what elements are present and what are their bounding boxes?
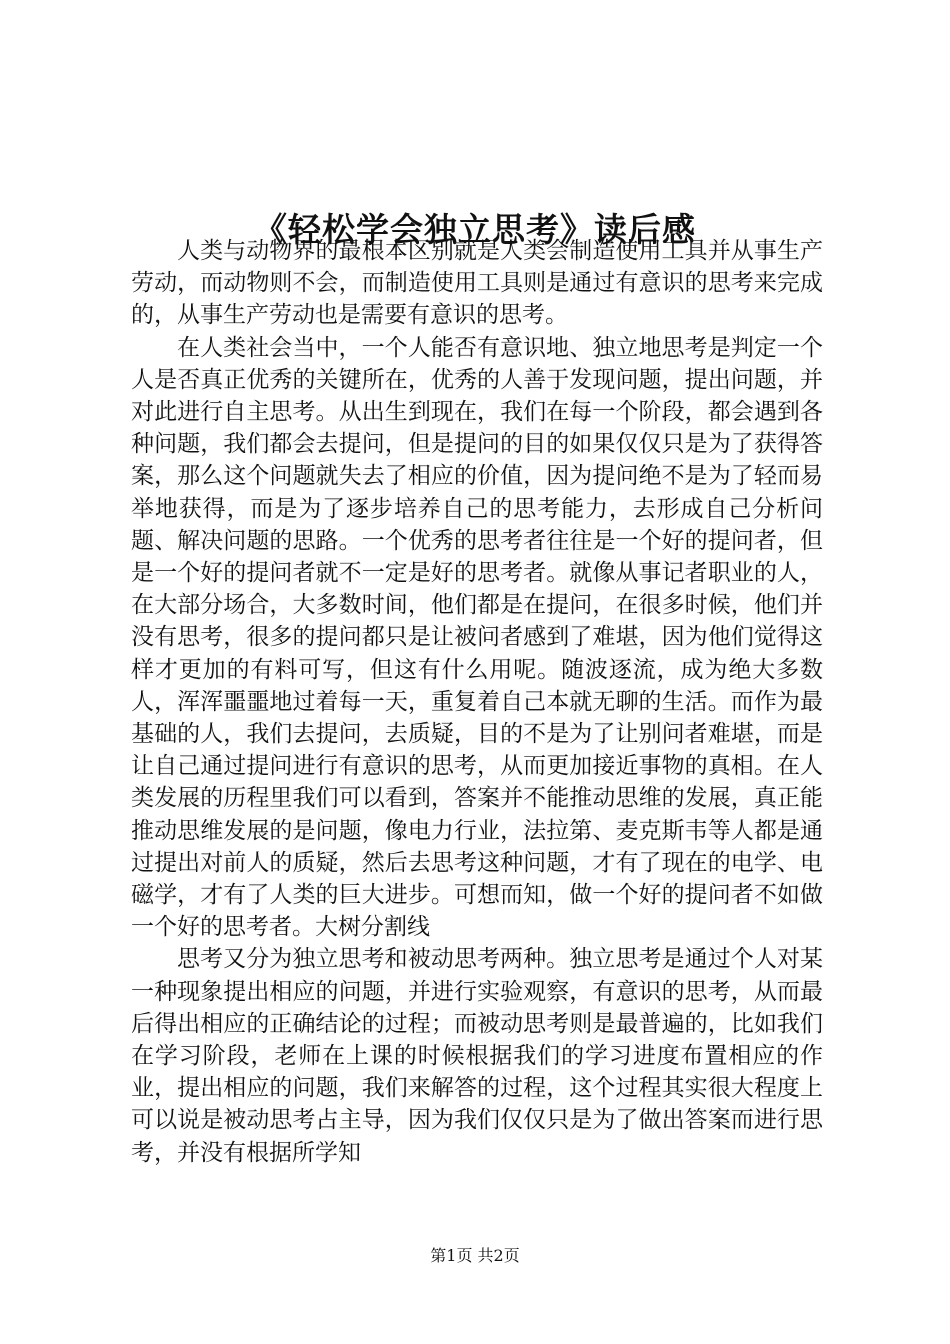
paragraph-1: 人类与动物界的最根本区别就是人类会制造使用工具并从事生产劳动，而动物则不会，而制造使用工具则是通过有意识的思考来完成的，从事生产劳动也是需要有意识的思考。 bbox=[131, 238, 823, 329]
page-indicator: 第1页 共2页 bbox=[430, 1246, 520, 1265]
document-title: 《轻松学会独立思考》读后感 bbox=[254, 210, 696, 250]
paragraph-2: 在人类社会当中，一个人能否有意识地、独立地思考是判定一个人是否真正优秀的关键所在，优秀的人善于发现问题，提出问题，并对此进行自主思考。从出生到现在，我们在每一个阶段，都会遇到各种问题，我们都会去提问，但是提问的目的如果仅仅只是为了获得答案，那么这个问题就失去了相应的价值，因为提问绝不是为了轻而易举地获得，而是为了逐步培养自己的思考能力，去形成自己分析问题、解决问题的思路。一个优秀的思考者往往是一个好的提问者，但是一个好的提问者就不一定是好的思考者。就像从事记者职业的人，在大部分场合，大多数时间，他们都是在提问，在很多时候，他们并没有思考，很多的提问都只是让被问者感到了难堪，因为他们觉得这样才更加的有料可写，但这有什么用呢。随波逐流，成为绝大多数人，浑浑噩噩地过着每一天，重复着自己本就无聊的生活。而作为最基础的人，我们去提问，去质疑，目的不是为了让别问者难堪，而是让自己通过提问进行有意识的思考，从而更加接近事物的真相。在人类发展的历程里我们可以看到，答案并不能推动思维的发展，真正能推动思维发展的是问题，像电力行业，法拉第、麦克斯韦等人都是通过提出对前人的质疑，然后去思考这种问题，才有了现在的电学、电磁学，才有了人类的巨大进步。可想而知，做一个好的提问者不如做一个好的思考者。大树分割线 bbox=[131, 334, 823, 941]
document-body bbox=[131, 235, 823, 1169]
paragraph-3: 思考又分为独立思考和被动思考两种。独立思考是通过个人对某一种现象提出相应的问题，并进行实验观察，有意识的思考，从而最后得出相应的正确结论的过程；而被动思考则是最普遍的，比如我们在学习阶段，老师在上课的时候根据我们的学习进度布置相应的作业，提出相应的问题，我们来解答的过程，这个过程其实很大程度上可以说是被动思考占主导，因为我们仅仅只是为了做出答案而进行思考，并没有根据所学知 bbox=[131, 946, 823, 1166]
page-footer bbox=[0, 1245, 950, 1267]
